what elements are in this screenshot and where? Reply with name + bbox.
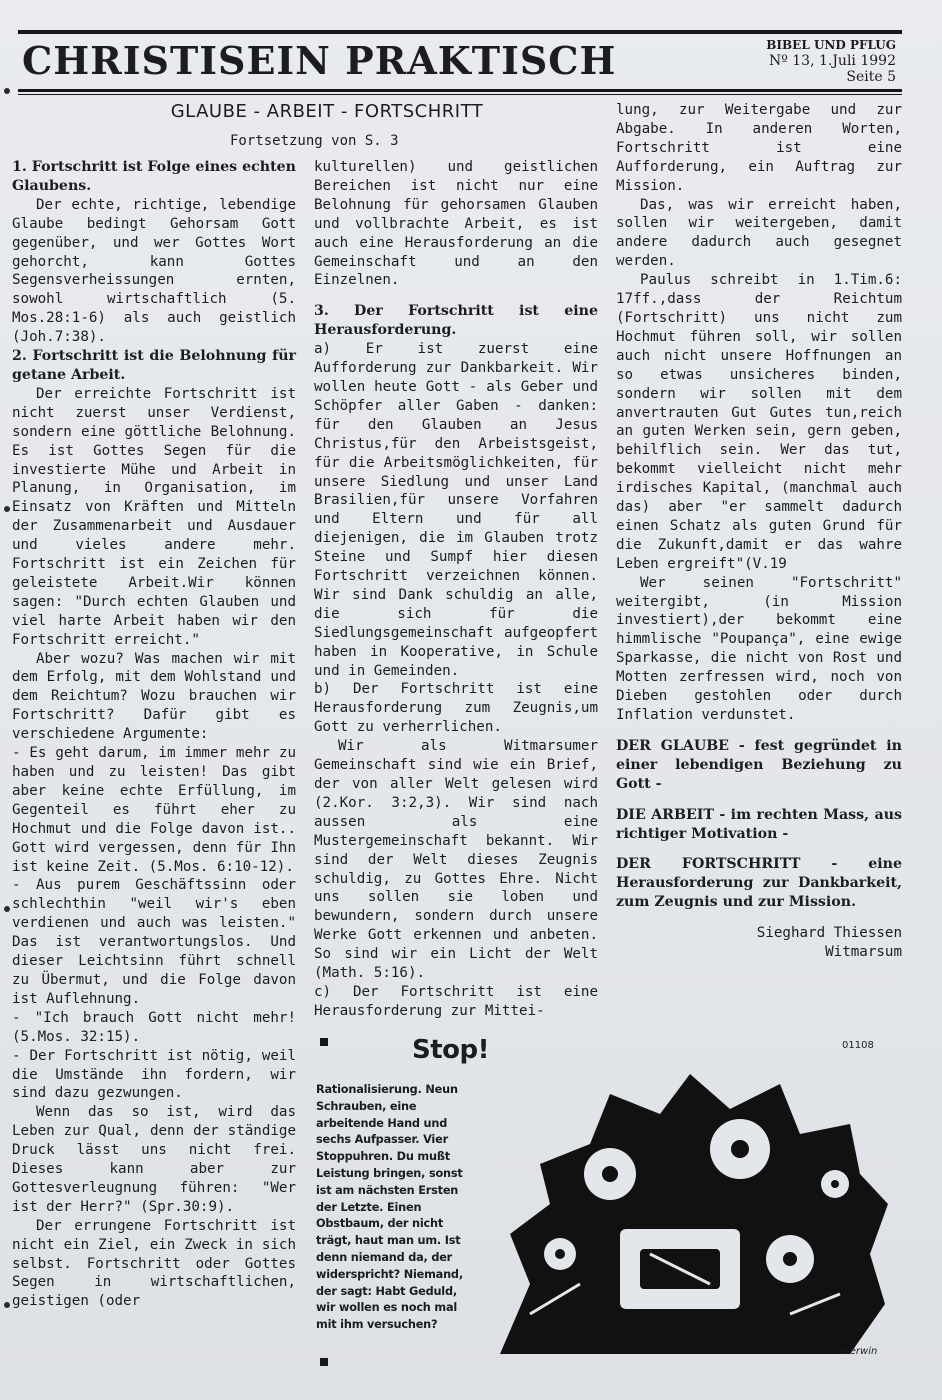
gears-illustration	[490, 1054, 888, 1364]
paragraph: - Der Fortschritt ist nötig, weil die Umstände ihn fordern, wir sind dazu gezwungen.	[12, 1047, 296, 1102]
paragraph: Der erreichte Fortschritt ist nicht zuerst unser Verdienst, sondern eine göttliche Belohnung. Es ist Gottes Segen für die investierte Mühe und Arbeit in Planung, in Organisation, im Einsatz von Kräften und Mitteln der Zusammenarbeit und Ausdauer und vieles andere mehr. Fortschritt ist ein Zeichen für geleistete Arbeit.Wir können sagen: "Durch echten Glauben und viel harte Arbeit haben wir den Fortschritt erreicht."	[12, 385, 296, 648]
paragraph: - "Ich brauch Gott nicht mehr! (5.Mos. 32:15).	[12, 1009, 296, 1045]
continuation-note: Fortsetzung von S. 3	[230, 133, 399, 149]
top-rule	[18, 30, 902, 34]
binder-hole	[4, 88, 10, 94]
section-heading: DER GLAUBE - fest gegründet in einer lebendigen Beziehung zu Gott -	[616, 737, 902, 792]
section-heading: 2. Fortschritt ist die Belohnung für getane Arbeit.	[12, 348, 296, 383]
paragraph: Das, was wir erreicht haben, sollen wir weitergeben, damit andere dadurch auch gesegnet werden.	[616, 196, 902, 270]
paragraph-gap	[616, 794, 902, 806]
ad-text: Rationalisierung. Neun Schrauben, eine arbeitende Hand und sechs Aufpasser. Vier Stoppuhren. Du mußt Leistung bringen, sonst ist am nächsten Ersten der Letzte. Einen Obstbaum, der nicht trägt, haut man um. Ist denn niemand da, der widerspricht? Niemand, der sagt: Habt Geduld, wir wollen es noch mal mit ihm versuchen?	[316, 1083, 463, 1332]
section-heading: DER FORTSCHRITT - eine Herausforderung zur Dankbarkeit, zum Zeugnis und zur Mission.	[616, 856, 902, 911]
artist-signature: Gerwin	[842, 1346, 878, 1357]
paragraph: Aber wozu? Was machen wir mit dem Erfolg, mit dem Wohlstand und dem Reichtum? Wozu brauchen wir Fortschritt? Dafür gibt es verschiedene Argumente:	[12, 650, 296, 743]
binder-hole	[4, 1302, 10, 1308]
paragraph-gap	[616, 912, 902, 924]
ad-title: Stop!	[412, 1035, 489, 1065]
article-column-1	[12, 158, 296, 1311]
paragraph-gap	[616, 725, 902, 737]
masthead-rule	[18, 89, 902, 92]
paragraph-gap	[616, 843, 902, 855]
paragraph: - Es geht darum, im immer mehr zu haben und zu leisten! Das gibt aber keine echte Erfüllung, im Gegenteil es führt eher zu Hochmut und die Folge davon ist.. Gott wird vergessen, denn für Ihn ist keine Zeit. (5.Mos. 6:10-12).	[12, 745, 296, 875]
binder-hole	[4, 506, 10, 512]
binder-hole	[4, 906, 10, 912]
section-heading: DIE ARBEIT - im rechten Mass, aus richtiger Motivation -	[616, 806, 902, 842]
article-column-3	[616, 101, 902, 962]
paragraph: lung, zur Weitergabe und zur Abgabe. In anderen Worten, Fortschritt ist eine Aufforderung, ein Auftrag zur Mission.	[616, 102, 902, 194]
article-headline: GLAUBE - ARBEIT - FORTSCHRITT	[170, 101, 484, 122]
publication-name: BIBEL UND PFLUG	[766, 38, 896, 52]
bullet-square	[320, 1358, 328, 1366]
paragraph: Wenn das so ist, wird das Leben zur Qual, denn der ständige Druck lässt uns nicht frei. Dieses kann aber zur Gottesverleugnung führen: "Wer ist der Herr?" (Spr.30:9).	[12, 1104, 296, 1215]
article-column-2	[314, 158, 598, 1021]
issue-number: Nº 13, 1.Juli 1992	[768, 53, 896, 69]
bullet-square	[320, 1038, 328, 1046]
paragraph: Der errungene Fortschritt ist nicht ein Ziel, ein Zweck in sich selbst. Fortschritt oder Gottes Segen in wirtschaftlichen, geistigen (oder	[12, 1217, 296, 1310]
issue-info	[766, 37, 896, 85]
paragraph: Wir als Witmarsumer Gemeinschaft sind wie ein Brief, der von aller Welt gelesen wird (2.Kor. 3:2,3). Wir sind nach aussen als eine Mustergemeinschaft bekannt. Wir sind der Welt dieses Zeugnis schuldig, zu Gottes Ehre. Nicht uns sollen sie loben und bewundern, sondern durch unsere Werke Gott erkennen und anbeten. So sind wir ein Licht der Welt (Math. 5:16).	[314, 738, 598, 982]
paragraph: Wer seinen "Fortschritt" weitergibt, (in Mission investiert),der bekommt eine himmlische "Poupança", eine ewige Sparkasse, die nicht von Rost und Motten zerfressen wird, noch von Dieben gestohlen oder durch Inflation verdunstet.	[616, 574, 902, 723]
paragraph: - Aus purem Geschäftssinn oder schlechthin "weil wir's eben verdienen und auch was leisten." Das ist verantwortungslos. Und dieser Leichtsinn führt schnell zu Übermut, und die Folge davon ist Auflehnung.	[12, 877, 296, 1007]
paragraph: kulturellen) und geistlichen Bereichen ist nicht nur eine Belohnung für gehorsamen Glauben und vollbrachte Arbeit, es ist auch eine Herausforderung an die Gemeinschaft und an den Einzelnen.	[314, 159, 598, 289]
section-heading: 3. Der Fortschritt ist eine Herausforderung.	[314, 303, 598, 339]
masthead-rule-thin	[18, 94, 902, 95]
paragraph: Paulus schreibt in 1.Tim.6: 17ff.,dass der Reichtum (Fortschritt) uns nicht zum Hochmut führen soll, wir sollen auch nicht unsere Hoffnungen an so etwas unsicheres binden, sondern wir sollen mit dem anvertrauten Gut Gutes tun,reich an guten Werken sein, gern geben, behilflich sein. Wer das tut, bekommt vielleicht nicht mehr irdisches Kapital, (manchmal auch das) aber "er sammelt dadurch einen Schatz als guten Grund für die Zukunft,damit er das wahre Leben ergreift"(V.19	[616, 272, 902, 572]
paragraph: c) Der Fortschritt ist eine Herausforderung zur Mittei-	[314, 983, 598, 1019]
paragraph-gap	[314, 290, 598, 302]
section-heading: 1. Fortschritt ist Folge eines echten Glaubens.	[12, 159, 296, 194]
paragraph: a) Er ist zuerst eine Aufforderung zur Dankbarkeit. Wir wollen heute Gott - als Geber und Schöpfer aller Gaben - danken: für den Glauben an Jesus Christus,für den Arbeistsgeist, für die Arbeitsmöglichkeiten, für unsere Siedlung und unser Land Brasilien,für unsere Vorfahren und Eltern und für all diejenigen, die im Glauben trotz Steine und Sumpf hier diesen Fortschritt verzeichnen können. Wir sind Dank schuldig an alle, die sich für die Siedlungsgemeinschaft aufgeopfert haben in Kooperative, in Schule und in Gemeinden.	[314, 341, 598, 679]
author-signature: Sieghard Thiessen	[756, 925, 902, 942]
paragraph: Der echte, richtige, lebendige Glaube bedingt Gehorsam Gott gegenüber, und wer Gottes Wort gehorcht, kann Gottes Segensverheissungen ernten, sowohl wirtschaftlich (5. Mos.28:1-6) als auch geistlich (Joh.7:38).	[12, 196, 296, 346]
ad-code: 01108	[842, 1040, 874, 1051]
page-number: Seite 5	[846, 69, 896, 85]
author-signature: Witmarsum	[825, 944, 902, 961]
paragraph: b) Der Fortschritt ist eine Herausforderung zum Zeugnis,um Gott zu verherrlichen.	[314, 681, 598, 736]
masthead-title: CHRISTISEIN PRAKTISCH	[22, 38, 617, 83]
